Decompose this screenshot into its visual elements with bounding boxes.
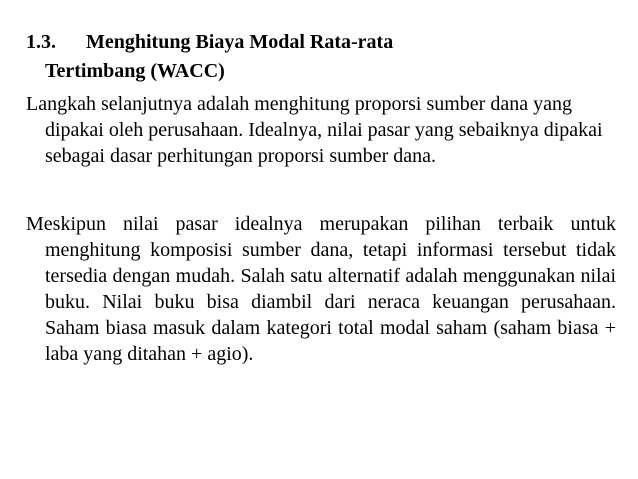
section-heading xyxy=(26,28,616,86)
section-title-line-1: Menghitung Biaya Modal Rata-rata xyxy=(86,31,394,53)
section-title-line-2: Tertimbang (WACC) xyxy=(45,60,225,82)
paragraph-2: Meskipun nilai pasar idealnya merupakan pilihan terbaik untuk menghitung komposisi sumber dana, tetapi informasi tersebut tidak tersedia dengan mudah. Salah satu alternatif adalah menggunakan nilai buku. Nilai buku bisa diambil dari neraca keuangan perusahaan. Saham biasa masuk dalam kategori total modal saham (saham biasa + laba yang ditahan + agio). xyxy=(26,213,616,365)
section-number: 1.3. xyxy=(26,31,56,53)
heading-line-1 xyxy=(26,28,616,57)
paragraph-1: Langkah selanjutnya adalah menghitung proporsi sumber dana yang dipakai oleh perusahaan. Idealnya, nilai pasar yang sebaiknya dipakai sebagai dasar perhitungan proporsi sumber dana. xyxy=(26,93,603,167)
